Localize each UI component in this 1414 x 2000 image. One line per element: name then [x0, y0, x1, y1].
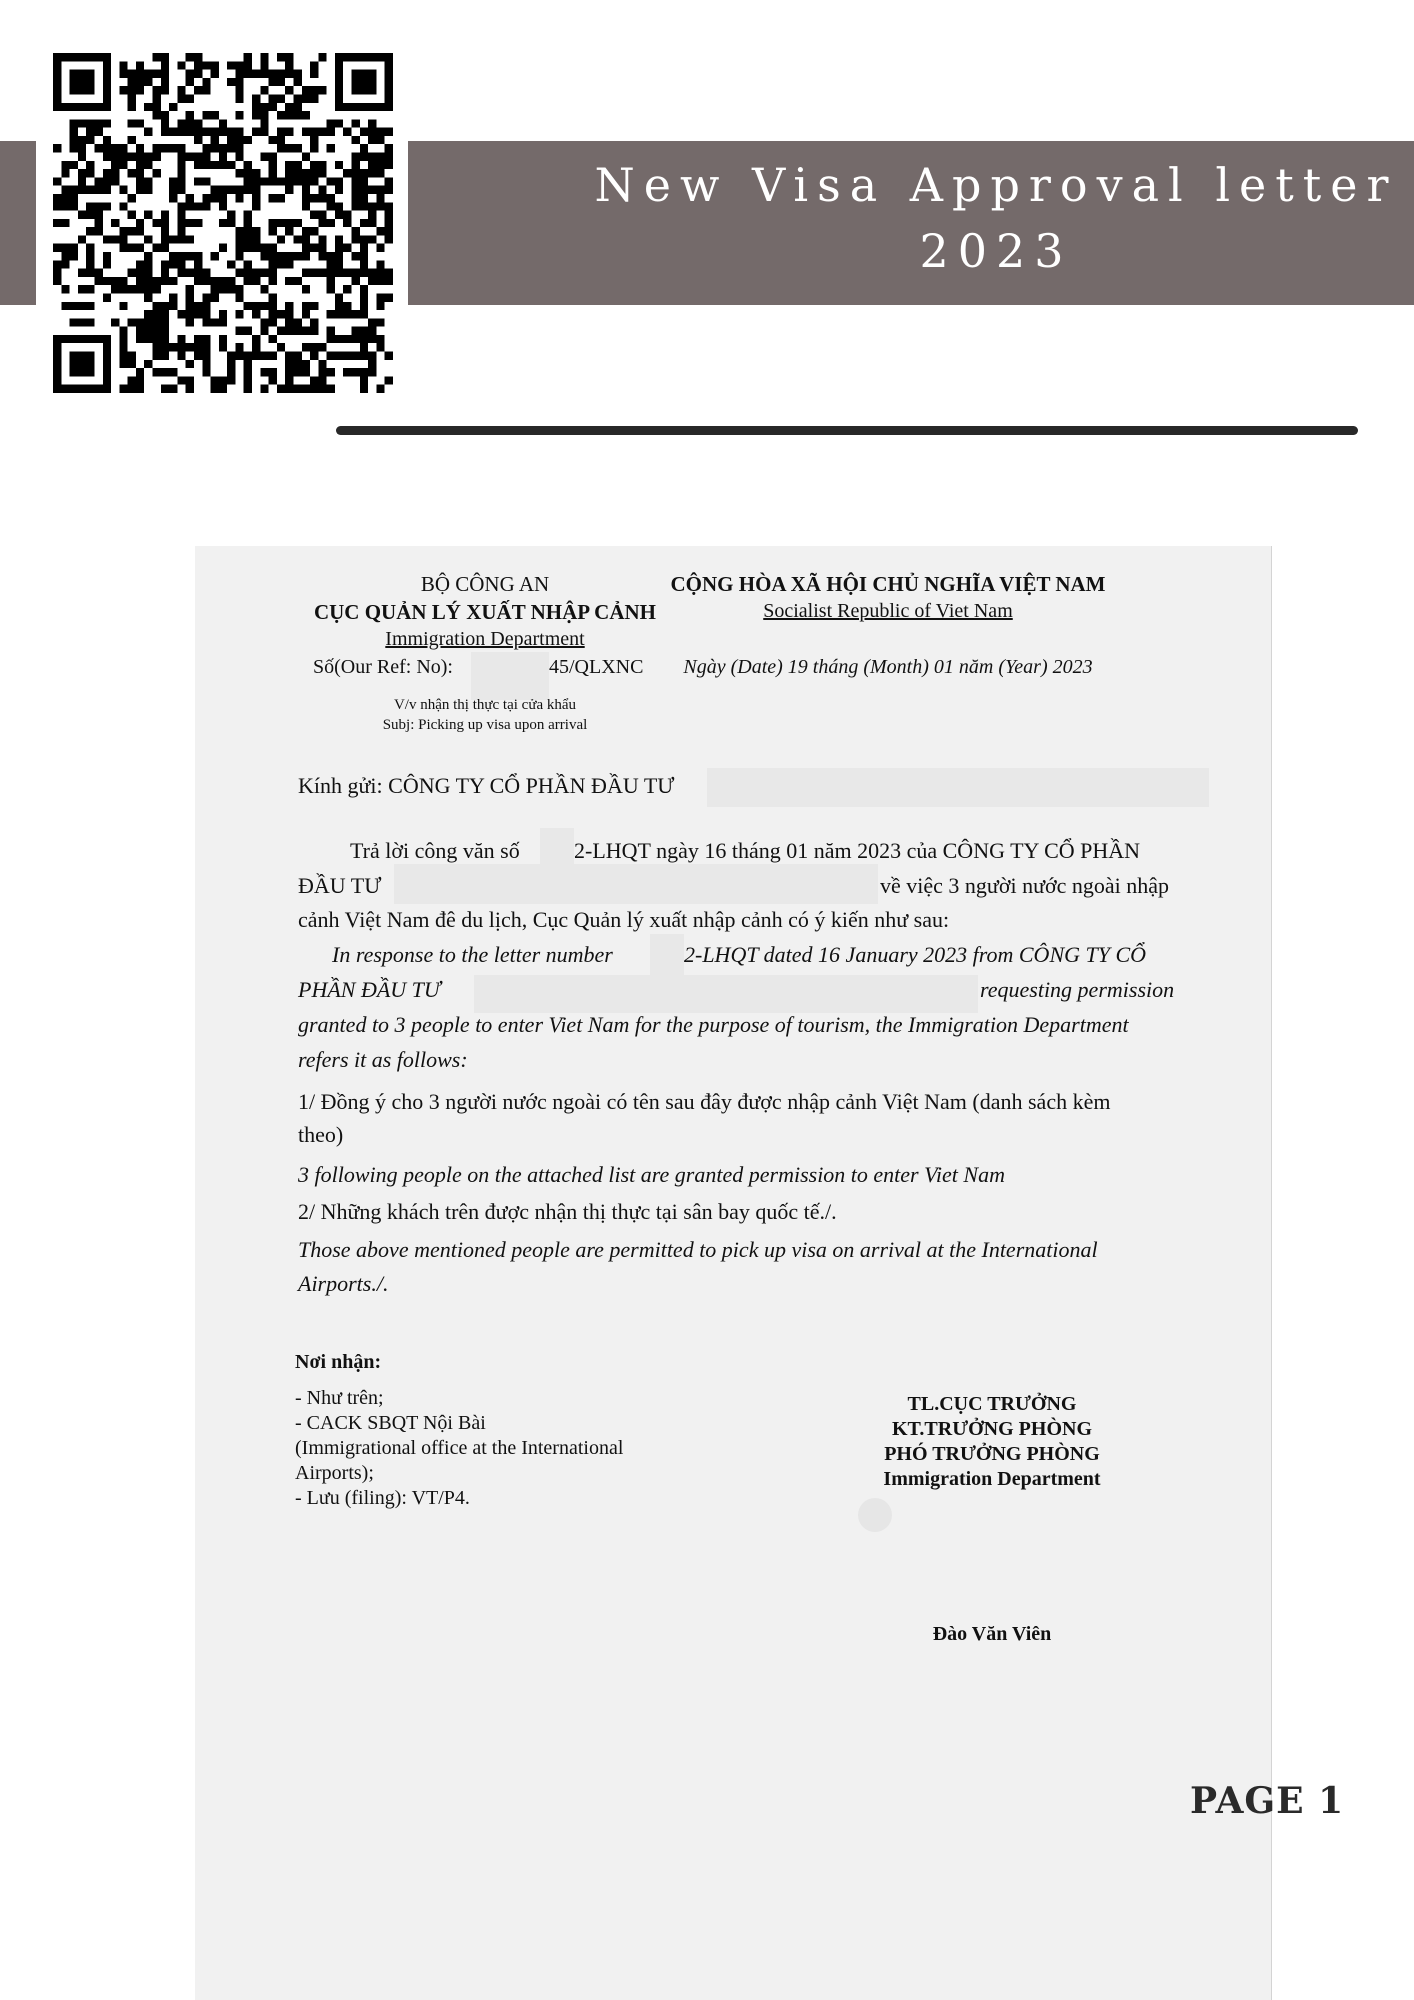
country-name-en: Socialist Republic of Viet Nam	[763, 600, 1013, 622]
body-vi-line3: cảnh Việt Nam đê du lịch, Cục Quản lý xuất nhập cảnh có ý kiến như sau:	[298, 907, 950, 932]
item2-en: Those above mentioned people are permitted to pick up visa on arrival at the International	[298, 1237, 1098, 1262]
page-number: PAGE 1	[1190, 1780, 1345, 1822]
recipient-line: Airports);	[295, 1462, 374, 1484]
recipient-line: - Như trên;	[295, 1387, 384, 1409]
subject-vi: V/v nhận thị thực tại cửa khẩu	[393, 697, 577, 713]
ref-number-suffix: 45/QLXNC	[549, 656, 644, 678]
page-title-line1: New Visa Approval letter	[594, 158, 1398, 212]
page-title-line2: 2023	[919, 224, 1073, 278]
recipients-heading: Nơi nhận:	[295, 1351, 382, 1373]
body-vi-line2a: ĐẦU TƯ	[298, 873, 382, 898]
body-en-line4: refers it as follows:	[298, 1047, 468, 1072]
body-en-line1a: In response to the letter number	[332, 942, 613, 967]
body-en-line3: granted to 3 people to enter Viet Nam for the purpose of tourism, the Immigration Department	[298, 1012, 1129, 1037]
divider-rule	[336, 426, 1358, 435]
letter-date: Ngày (Date) 19 tháng (Month) 01 năm (Year) 2023	[683, 656, 1093, 678]
page-title	[408, 152, 1414, 284]
ref-number-label: Số(Our Ref: No):	[313, 656, 453, 678]
subject-en: Subj: Picking up visa upon arrival	[382, 717, 588, 733]
banner-left-strip	[0, 141, 36, 305]
item2-en-cont: Airports./.	[298, 1271, 389, 1296]
stamp-mark	[858, 1498, 892, 1532]
item1-vi-cont: theo)	[298, 1122, 344, 1147]
signature-title: Immigration Department	[883, 1468, 1101, 1490]
redacted-ref	[471, 652, 549, 700]
recipient-line: - Lưu (filing): VT/P4.	[295, 1487, 470, 1509]
recipient-line: (Immigrational office at the International	[295, 1437, 624, 1459]
item2-vi: 2/ Những khách trên được nhận thị thực tại sân bay quốc tế./.	[298, 1199, 837, 1224]
item1-en: 3 following people on the attached list are granted permission to enter Viet Nam	[298, 1162, 1005, 1187]
qr-code-icon	[53, 53, 393, 393]
ministry-name: BỘ CÔNG AN	[420, 572, 550, 596]
signature-block	[883, 1392, 1100, 1492]
body-vi-line1b: 2-LHQT ngày 16 tháng 01 năm 2023 của CÔNG TY CỔ PHẦN	[574, 838, 1141, 863]
country-name: CỘNG HÒA XÃ HỘI CHỦ NGHĨA VIỆT NAM	[670, 572, 1106, 596]
redacted-letter-number	[650, 934, 684, 978]
signature-title: TL.CỤC TRƯỞNG	[907, 1393, 1077, 1415]
signature-title: PHÓ TRƯỞNG PHÒNG	[884, 1443, 1100, 1465]
signature-title: KT.TRƯỞNG PHÒNG	[892, 1418, 1092, 1440]
recipients-list	[295, 1386, 623, 1511]
item1-vi: 1/ Đồng ý cho 3 người nước ngoài có tên sau đây được nhập cảnh Việt Nam (danh sách kèm	[298, 1089, 1111, 1114]
body-vi-line2b: về việc 3 người nước ngoài nhập	[880, 873, 1170, 898]
redacted-company-name	[707, 768, 1209, 807]
redacted-company-name	[474, 975, 978, 1013]
signatory-name: Đào Văn Viên	[932, 1623, 1052, 1645]
recipient-line: - CACK SBQT Nội Bài	[295, 1412, 486, 1434]
department-name: CỤC QUẢN LÝ XUẤT NHẬP CẢNH	[313, 600, 657, 624]
department-name-en: Immigration Department	[385, 628, 585, 650]
body-vi-line1a: Trả lời công văn số	[350, 838, 520, 863]
addressee: Kính gửi: CÔNG TY CỔ PHẦN ĐẦU TƯ	[298, 773, 675, 798]
body-en-line2b: requesting permission	[980, 977, 1175, 1002]
redacted-company-name	[394, 864, 878, 904]
body-en-line1b: 2-LHQT dated 16 January 2023 from CÔNG TY CỔ	[684, 942, 1147, 967]
body-en-line2a: PHẦN ĐẦU TƯ	[298, 977, 441, 1002]
